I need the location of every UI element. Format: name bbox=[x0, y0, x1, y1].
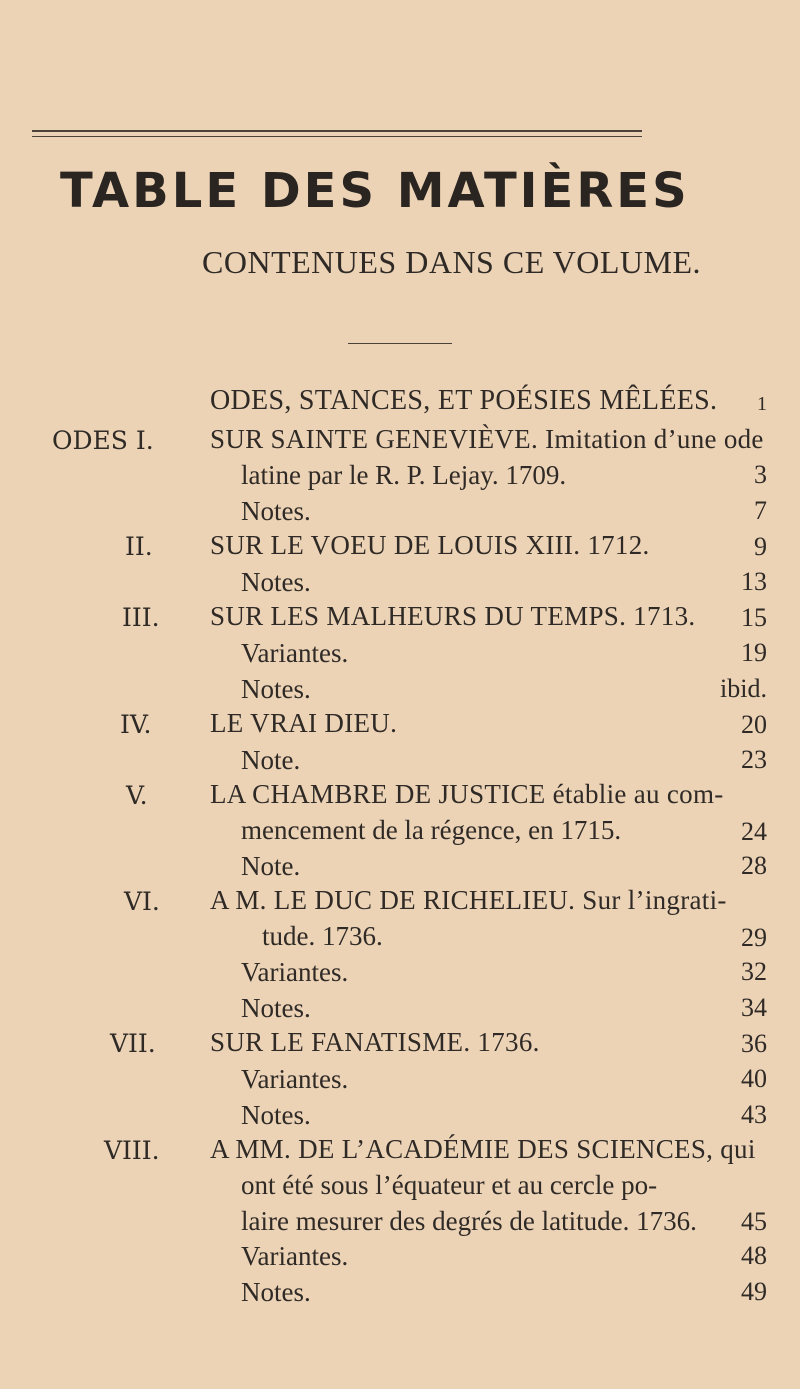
sub-entry-page: 13 bbox=[741, 567, 767, 596]
entry-title-line: laire mesurer des degrés de latitude. 1736. bbox=[241, 1206, 697, 1236]
sub-entry: Notes. bbox=[241, 1277, 311, 1307]
entry-title-line: SUR LE VOEU DE LOUIS XIII. 1712. bbox=[210, 530, 650, 560]
entry-title-line: A MM. DE L’ACADÉMIE DES SCIENCES, qui bbox=[210, 1134, 756, 1164]
entry-title-line: latine par le R. P. Lejay. 1709. bbox=[241, 460, 567, 490]
sub-entry-page: 19 bbox=[741, 638, 767, 667]
sub-entry-page: 28 bbox=[741, 851, 767, 880]
entry-title-line: LE VRAI DIEU. bbox=[210, 708, 398, 738]
entry-number: IV. bbox=[120, 710, 152, 739]
sub-entry-page: 49 bbox=[741, 1277, 767, 1306]
entry-page: 29 bbox=[741, 923, 767, 952]
top-double-rule bbox=[32, 130, 642, 132]
entry-number: V. bbox=[126, 781, 148, 810]
sub-entry: Note. bbox=[241, 851, 301, 881]
entry-number: III. bbox=[122, 603, 160, 632]
entry-page: 9 bbox=[754, 532, 767, 561]
sub-entry: Notes. bbox=[241, 1100, 311, 1130]
sub-entry: Notes. bbox=[241, 567, 311, 597]
top-double-rule-inner bbox=[32, 136, 642, 137]
sub-entry: Variantes. bbox=[241, 1064, 349, 1094]
entry-title-line: A M. LE DUC DE RICHELIEU. Sur l’ingrati- bbox=[210, 885, 727, 915]
sub-entry: Notes. bbox=[241, 674, 311, 704]
entry-title-line: SUR LE FANATISME. 1736. bbox=[210, 1027, 540, 1057]
sub-entry: Notes. bbox=[241, 993, 311, 1023]
entry-number: VIII. bbox=[104, 1136, 160, 1165]
sub-entry: Variantes. bbox=[241, 1241, 349, 1271]
entry-page: 20 bbox=[741, 710, 767, 739]
entry-number: VI. bbox=[124, 887, 160, 916]
entry-page: 36 bbox=[741, 1029, 767, 1058]
sub-entry: Note. bbox=[241, 745, 301, 775]
sub-entry-page: 40 bbox=[741, 1064, 767, 1093]
section-divider bbox=[348, 343, 452, 344]
section-page: 1 bbox=[757, 393, 767, 415]
page-subtitle: CONTENUES DANS CE VOLUME. bbox=[202, 244, 702, 280]
sub-entry-page: 7 bbox=[754, 496, 767, 525]
page-title: TABLE DES MATIÈRES bbox=[60, 163, 690, 219]
entry-page: 3 bbox=[754, 460, 767, 489]
entry-page: 15 bbox=[741, 603, 767, 632]
sub-entry-page: 32 bbox=[741, 957, 767, 986]
sub-entry: Variantes. bbox=[241, 638, 349, 668]
entry-title-line: ont été sous l’équateur et au cercle po- bbox=[241, 1170, 658, 1200]
sub-entry-page: ibid. bbox=[720, 674, 767, 703]
sub-entry-page: 43 bbox=[741, 1100, 767, 1129]
entry-title-line: tude. 1736. bbox=[262, 921, 383, 951]
sub-entry: Notes. bbox=[241, 496, 311, 526]
sub-entry-page: 48 bbox=[741, 1241, 767, 1270]
entry-title-line: mencement de la régence, en 1715. bbox=[241, 815, 622, 845]
entry-page: 24 bbox=[741, 817, 767, 846]
sub-entry: Variantes. bbox=[241, 957, 349, 987]
entry-page: 45 bbox=[741, 1207, 767, 1236]
entry-number: II. bbox=[125, 532, 153, 561]
entry-title-line: LA CHAMBRE DE JUSTICE établie au com- bbox=[210, 779, 724, 809]
entry-number: VII. bbox=[110, 1029, 156, 1058]
sub-entry-page: 23 bbox=[741, 745, 767, 774]
entry-title-line: SUR LES MALHEURS DU TEMPS. 1713. bbox=[210, 601, 696, 631]
sub-entry-page: 34 bbox=[741, 993, 767, 1022]
entry-title-line: SUR SAINTE GENEVIÈVE. Imitation d’une ode bbox=[210, 424, 764, 454]
entry-number: ODES I. bbox=[52, 426, 154, 455]
section-title: ODES, STANCES, ET POÉSIES MÊLÉES. bbox=[210, 385, 718, 416]
